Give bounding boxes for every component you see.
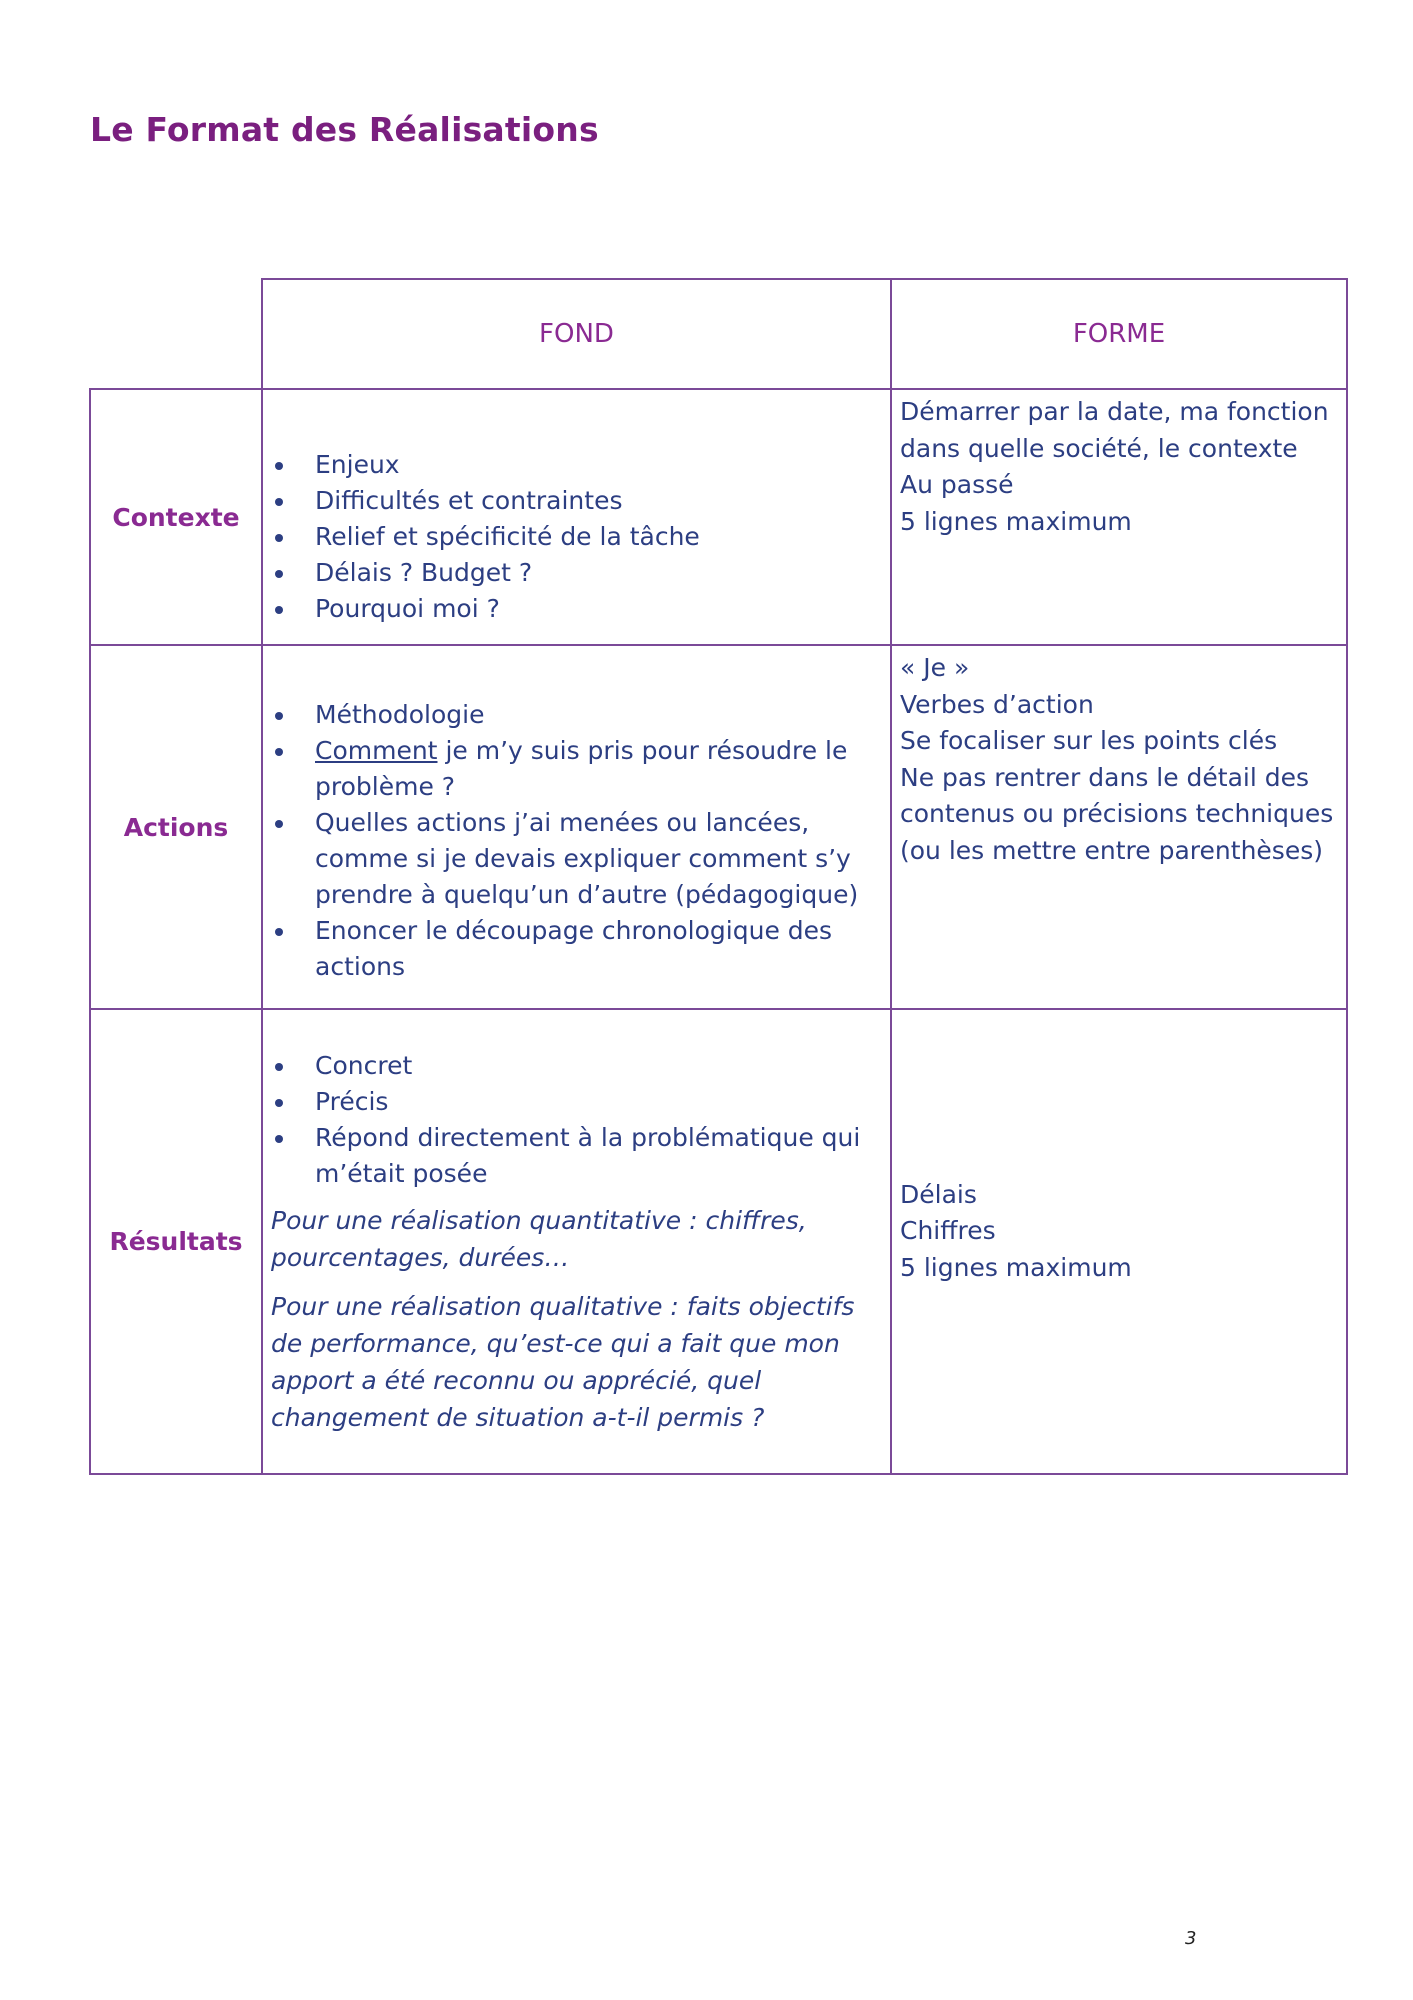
forme-line: 5 lignes maximum [900,1252,1132,1282]
bullet-text: Répond directement à la problématique qui m’était posée [315,1122,861,1188]
list-item [273,447,880,483]
bullet-icon [275,928,283,936]
forme-cell-actions [891,645,1347,1009]
list-item [273,733,880,805]
fond-cell-contexte [262,389,891,645]
row-label-contexte: Contexte [90,389,262,645]
forme-line: dans quelle société, le contexte [900,433,1298,463]
fond-bullet-list [263,697,890,985]
forme-line: « Je » [900,653,970,682]
fond-bullet-list [263,447,890,627]
row-label-actions: Actions [90,645,262,1009]
bullet-text: je m’y suis pris pour résoudre le problème ? [315,736,848,801]
bullet-text: Difficultés et contraintes [315,486,623,515]
bullet-text: Concret [315,1050,413,1080]
bullet-icon [275,748,283,756]
list-item [273,519,880,555]
forme-cell-resultats [891,1009,1347,1474]
list-item [273,555,880,591]
empty-corner-cell [90,279,262,389]
bullet-icon [275,462,283,470]
forme-cell-contexte [891,389,1347,645]
forme-line: contenus ou précisions techniques [900,799,1334,828]
column-header-fond: FOND [262,279,891,389]
bullet-icon [275,712,283,720]
bullet-icon [275,606,283,614]
list-item [273,913,880,985]
page-number: 3 [1185,1928,1197,1949]
bullet-text: Quelles actions j’ai menées ou lancées, comme si je devais expliquer comment s’y prendre à quelqu’un d’autre (pédagogique) [315,808,859,909]
table-row-resultats [90,1009,1347,1474]
bullet-text: Relief et spécificité de la tâche [315,522,700,551]
table-header-row [90,279,1347,389]
bullet-text: Pourquoi moi ? [315,594,500,623]
fond-cell-resultats [262,1009,891,1474]
bullet-icon [275,1099,283,1107]
bullet-icon [275,498,283,506]
forme-line: (ou les mettre entre parenthèses) [900,835,1323,865]
qualitative-note: Pour une réalisation qualitative : faits objectifs de performance, qu’est-ce qui a fait que mon apport a été reconnu ou apprécié, quel changement de situation a-t-il permis ? [271,1291,855,1432]
bullet-icon [275,820,283,828]
list-item [273,1120,880,1192]
forme-lines [892,646,1346,869]
list-item [273,591,880,627]
bullet-icon [275,1063,283,1071]
table-row-actions [90,645,1347,1009]
row-label-resultats: Résultats [90,1009,262,1474]
column-header-forme: FORME [891,279,1347,389]
list-item [273,805,880,913]
bullet-text: Enoncer le découpage chronologique des actions [315,916,833,981]
forme-line: Délais [900,1179,977,1209]
forme-lines [892,390,1346,540]
bullet-text-emphasis: Comment [315,736,438,765]
fond-cell-actions [262,645,891,1009]
table-row-contexte [90,389,1347,645]
fond-bullet-list [263,1048,890,1192]
quantitative-note: Pour une réalisation quantitative : chiffres, pourcentages, durées… [271,1205,807,1272]
page-title: Le Format des Réalisations [90,110,599,149]
bullet-text: Méthodologie [315,700,485,729]
forme-line: Ne pas rentrer dans le détail des [900,762,1310,792]
forme-line: Démarrer par la date, ma fonction [900,397,1329,426]
bullet-text: Enjeux [315,450,400,479]
bullet-text: Précis [315,1086,389,1116]
forme-line: Au passé [900,470,1014,499]
format-table [89,278,1348,1475]
forme-lines [892,1177,1346,1287]
list-item [273,697,880,733]
forme-line: Chiffres [900,1216,996,1246]
list-item [273,1084,880,1120]
bullet-icon [275,1135,283,1143]
bullet-icon [275,570,283,578]
bullet-icon [275,534,283,542]
list-item [273,483,880,519]
list-item [273,1048,880,1084]
bullet-text: Délais ? Budget ? [315,558,533,587]
forme-line: 5 lignes maximum [900,506,1132,536]
forme-line: Se focaliser sur les points clés [900,726,1278,755]
forme-line: Verbes d’action [900,689,1094,719]
